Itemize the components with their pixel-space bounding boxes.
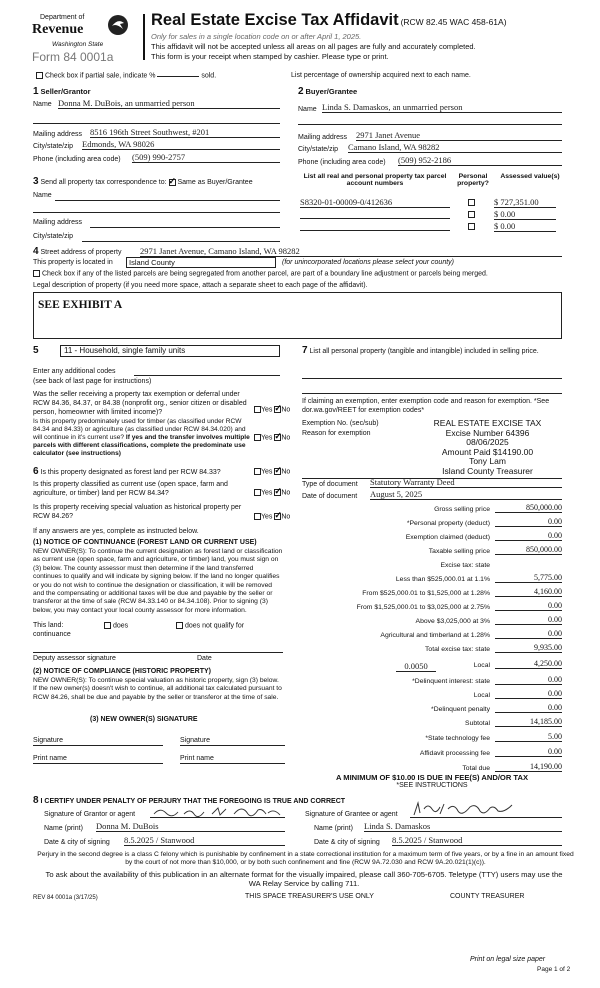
buyer-heading: 2 Buyer/Grantee [298, 86, 358, 97]
ownership-note: List percentage of ownership acquired next to each name. [291, 72, 471, 79]
sec5-q1-no[interactable] [274, 406, 281, 413]
grantor-sig-label: Signature of Grantor or agent [44, 811, 136, 818]
buyer-city-field[interactable]: Camano Island, WA 98282 [348, 142, 562, 153]
seller-phone-field[interactable]: (509) 990-2757 [132, 152, 280, 163]
sec4-street-row: 4 Street address of property [33, 246, 122, 257]
note-2: This affidavit will not be accepted unless all areas on all pages are fully and accurately completed. [151, 42, 476, 51]
local-rate-field[interactable]: 0.0050 [396, 661, 436, 672]
sec5-q2-no[interactable] [274, 434, 281, 441]
notice3-heading: (3) NEW OWNER(S) SIGNATURE [90, 716, 198, 723]
exemption-no-label: Exemption No. (sec/sub) [302, 420, 379, 427]
personal-property-checkbox[interactable] [468, 223, 475, 230]
doc-type-field[interactable]: Statutory Warranty Deed [370, 477, 562, 488]
buyer-name-field[interactable]: Linda S. Damaskos, an unmarried person [322, 102, 562, 113]
form-citation: (RCW 82.45 WAC 458-61A) [400, 17, 507, 27]
total-due-label: Total due [462, 765, 490, 772]
legal-desc-text: SEE EXHIBIT A [38, 299, 123, 311]
unincorporated-note: (for unincorporated locations please select your county) [282, 259, 454, 266]
partial-sale-label: Check box if partial sale, indicate % [44, 72, 156, 80]
alt-format-text: To ask about the availability of this publication in an alternate format for the visually impaired, please call 360-705-6705. Teletype (TTY) users may use the WA Relay Service by calling 711. [45, 870, 563, 888]
owner-print-field[interactable] [180, 763, 285, 764]
buyer-mail-label: Mailing address [298, 134, 348, 141]
agri-label: Agricultural and timberland at 1.28% [380, 632, 490, 639]
subtotal-value[interactable]: 14,185.00 [495, 717, 562, 727]
penalty-label: *Delinquent penalty [431, 706, 490, 713]
partial-sale-sold: sold. [201, 72, 217, 80]
continuance-label: continuance [33, 631, 71, 638]
sec6-q1: 6 Is this property designated as forest land per RCW 84.33? [33, 466, 221, 477]
delinq-local-label: Local [473, 692, 490, 699]
owner-print-label-2: Print name [180, 755, 214, 762]
grantee-name-label: Name (print) [314, 825, 353, 832]
sec3-name-field[interactable] [55, 200, 280, 201]
sec6-q2-no[interactable] [274, 489, 281, 496]
doc-date-label: Date of document [302, 493, 358, 500]
grantor-date-field[interactable]: 8.5.2025 / Stanwood [124, 835, 285, 846]
grantee-signature [410, 801, 562, 818]
subtotal-label: Subtotal [465, 720, 490, 727]
tier3-value[interactable]: 0.00 [495, 601, 562, 611]
parcel-number-field[interactable]: S8320-01-00009-0/412636 [300, 197, 450, 208]
parcel-number-field[interactable] [300, 221, 450, 231]
see-back-note: (see back of last page for instructions) [33, 378, 152, 385]
doc-type-label: Type of document [302, 481, 358, 488]
buyer-mail-field[interactable]: 2971 Janet Avenue [356, 130, 562, 141]
sec8-heading: 8 I CERTIFY UNDER PENALTY OF PERJURY THAT THE FOREGOING IS TRUE AND CORRECT [33, 795, 346, 806]
assessed-value-field[interactable]: $ 0.00 [494, 221, 556, 232]
owner-sig-label-1: Signature [33, 737, 63, 744]
sec6-q2: Is this property classified as current use (open space, farm and agriculture, or timber) land per RCW 84.34? [33, 481, 228, 497]
tier4-value[interactable]: 0.00 [495, 615, 562, 625]
does-not-checkbox[interactable] [176, 622, 183, 629]
stamp-line: Tony Lam [469, 456, 506, 467]
personal-property-field[interactable] [302, 378, 562, 379]
note-1: Only for sales in a single location code on or after April 1, 2025. [151, 32, 362, 41]
form-title-row [151, 11, 507, 30]
buyer-phone-field[interactable]: (509) 952-2186 [398, 155, 562, 166]
seller-name-field[interactable]: Donna M. DuBois, an unmarried person [58, 98, 280, 109]
page-number: Page 1 of 2 [537, 966, 571, 973]
grantor-signature [150, 805, 285, 818]
tier1-value[interactable]: 5,775.00 [495, 573, 562, 583]
sec3-mail-label: Mailing address [33, 219, 83, 226]
treasurer-stamp [415, 419, 560, 477]
sec3-name-line2 [33, 212, 280, 213]
owner-signature-field[interactable] [33, 745, 163, 746]
taxable-value[interactable]: 850,000.00 [495, 545, 562, 555]
buyer-city-label: City/state/zip [298, 146, 339, 153]
buyer-name-label: Name [298, 106, 317, 113]
seller-city-label: City/state/zip [33, 143, 74, 150]
assessed-col-header: Assessed value(s) [500, 173, 560, 180]
additional-codes-field[interactable] [134, 375, 280, 376]
personal-col-header: Personal property? [457, 173, 489, 187]
grantor-signature-field[interactable] [150, 805, 285, 818]
sec5-q2-answer: Yes ✓ No [254, 434, 290, 441]
personal-property-checkbox[interactable] [468, 199, 475, 206]
county-select[interactable] [126, 257, 276, 268]
seller-name-label: Name [33, 101, 52, 108]
exemption-claimed-label: Exemption claimed (deduct) [405, 534, 490, 541]
segregated-row: Check box if any of the listed parcels are being segregated from another parcel, are part of a boundary line adjustment or parcels being merged. [33, 270, 488, 277]
local-label: Local [473, 662, 490, 669]
penalty-value[interactable]: 0.00 [495, 703, 562, 713]
seller-mail-field[interactable]: 8516 196th Street Southwest, #201 [90, 127, 280, 138]
partial-sale-checkbox[interactable] [36, 72, 43, 79]
county-value: Island County [129, 258, 175, 267]
tier1-label: Less than $525,000.01 at 1.1% [395, 576, 490, 583]
wa-state: Washington State [52, 41, 104, 48]
doc-date-field[interactable]: August 5, 2025 [370, 489, 562, 500]
owner-print-field[interactable] [33, 763, 163, 764]
sec3-mail-field[interactable] [90, 227, 280, 228]
land-use-value: 11 - Household, single family units [64, 346, 186, 355]
does-checkbox[interactable] [104, 622, 111, 629]
header-divider [143, 14, 145, 60]
grantor-date-label: Date & city of signing [44, 839, 110, 846]
note-3: This form is your receipt when stamped by cashier. Please type or print. [151, 52, 389, 61]
owner-print-label-1: Print name [33, 755, 67, 762]
sec5-q1-yes[interactable] [254, 406, 261, 413]
segregated-checkbox[interactable] [33, 270, 40, 277]
grantor-name-field[interactable]: Donna M. DuBois [96, 821, 285, 832]
taxable-label: Taxable selling price [428, 548, 490, 555]
sec6-q3-no[interactable] [274, 513, 281, 520]
sec3-city-label: City/state/zip [33, 233, 74, 240]
personal-value[interactable]: 0.00 [495, 517, 562, 527]
sec5-q1-answer: Yes ✓ No [254, 406, 290, 413]
grantee-date-field[interactable]: 8.5.2025 / Stanwood [392, 835, 562, 846]
parcel-row [300, 197, 562, 209]
sec5-q2-yes[interactable] [254, 434, 261, 441]
same-as-buyer-checkbox[interactable] [169, 179, 176, 186]
treasurer-use-only: THIS SPACE TREASURER'S USE ONLY [245, 893, 374, 900]
notice2-body: NEW OWNER(S): To continue special valuation as historic property, sign (3) below. If the new owner(s) doesn't wish to continue, all additional tax calculated pursuant to RCW 84.26, shall be due and payable by the seller or transferor at the time of sale. [33, 677, 282, 701]
exemption-claimed-value[interactable]: 0.00 [495, 531, 562, 541]
property-street-field[interactable]: 2971 Janet Avenue, Camano Island, WA 98282 [140, 246, 562, 257]
grantee-date-label: Date & city of signing [314, 839, 380, 846]
located-label: This property is located in [33, 259, 113, 266]
gross-label: Gross selling price [434, 506, 490, 513]
deputy-label: Deputy assessor signature [33, 655, 116, 662]
additional-codes-label: Enter any additional codes [33, 368, 116, 375]
tier3-label: From $1,525,000.01 to $3,025,000 at 2.75% [356, 604, 490, 611]
seller-city-field[interactable]: Edmonds, WA 98026 [82, 139, 280, 150]
partial-sale-percent[interactable] [157, 76, 199, 77]
affidavit-fee-label: Affidavit processing fee [419, 750, 490, 757]
notice2-heading: (2) NOTICE OF COMPLIANCE (HISTORIC PROPERTY) [33, 668, 211, 675]
parcel-number-field[interactable] [300, 209, 450, 219]
perjury-text: Perjury in the second degree is a class C felony which is punishable by confinement in a state correctional institution for a maximum term of five years, or by a fine in an amount fixed by the court of not more than $10,000, or by both such confinement and fine (RCW 9A.72.030 and RCW 9A.20.021(1)(c)). [37, 851, 574, 866]
sec6-q1-answer: Yes ✓ No [254, 468, 290, 475]
sec5-q1: Was the seller receiving a property tax exemption or deferral under RCW 84.36, 84.37, or 84.38 (nonprofit org., senior citizen or disabled person, homeowner with limited income)? [33, 391, 247, 416]
seller-heading: 1 Seller/Grantor [33, 86, 91, 97]
affidavit-fee-value[interactable]: 0.00 [495, 747, 562, 757]
tech-fee-value[interactable]: 5.00 [495, 732, 562, 742]
logo-icon [107, 14, 129, 36]
grantee-name-field[interactable]: Linda S. Damaskos [364, 821, 562, 832]
local-value[interactable]: 4,250.00 [495, 659, 562, 669]
stamp-line: Excise Number 64396 [445, 427, 530, 438]
stamp-line: Amount Paid $14190.00 [441, 446, 534, 457]
land-use-select[interactable] [60, 345, 280, 357]
seller-name-line2 [33, 123, 280, 124]
owner-signature-field[interactable] [180, 745, 285, 746]
dor-logo [28, 12, 138, 68]
buyer-phone-label: Phone (including area code) [298, 159, 386, 166]
sec3-name-label: Name [33, 192, 52, 199]
parcel-row [300, 209, 562, 221]
parcel-col-header: List all real and personal property tax parcel account numbers [303, 173, 447, 187]
personal-property-checkbox[interactable] [468, 211, 475, 218]
assessed-value-field[interactable]: $ 0.00 [494, 209, 556, 220]
legal-desc-box[interactable] [33, 292, 562, 339]
deputy-date-label: Date [197, 655, 212, 662]
rev-number: REV 84 0001a (3/17/25) [33, 895, 98, 901]
deputy-signature-field[interactable] [33, 652, 283, 653]
buyer-name-line2 [298, 124, 562, 125]
sec5-number: 5 [33, 345, 39, 356]
total-state-label: Total excise tax: state [425, 646, 490, 653]
grantee-signature-field[interactable] [410, 801, 562, 818]
tier2-value[interactable]: 4,160.00 [495, 587, 562, 597]
reason-label: Reason for exemption [302, 430, 371, 437]
grantor-name-label: Name (print) [44, 825, 83, 832]
sec5-q2: Is this property predominately used for timber (as classified under RCW 84.34 and 84.33) or agriculture (as classified under RCW 84.34.020) and will continue in it's current use? If yes and the transfer involves multiple parcels with different classifications, complete the predominate use calculator (see instructions) [33, 418, 250, 457]
assessed-value-field[interactable]: $ 727,351.00 [494, 197, 556, 208]
sec6-q3-answer: Yes ✓ No [254, 513, 290, 520]
excise-state-label: Excise tax: state [440, 562, 490, 569]
delinq-state-value[interactable]: 0.00 [495, 675, 562, 685]
dept-of: Department of [40, 14, 85, 21]
legal-paper-note: Print on legal size paper [470, 956, 546, 963]
sec6-instructions: If any answers are yes, complete as instructed below. [33, 528, 199, 535]
gross-value[interactable]: 850,000.00 [495, 503, 562, 513]
stamp-line: 08/06/2025 [466, 437, 509, 448]
stamp-line: REAL ESTATE EXCISE TAX [433, 418, 542, 428]
sec7-heading: 7 List all personal property (tangible and intangible) included in selling price. [302, 345, 539, 356]
seller-mail-label: Mailing address [33, 131, 83, 138]
total-due-value[interactable]: 14,190.00 [495, 762, 562, 772]
partial-sale-row [36, 72, 216, 79]
does-not-option: does not qualify for [176, 622, 244, 629]
sec6-q1-no[interactable] [274, 468, 281, 475]
sec6-q2-yes[interactable] [254, 489, 261, 496]
sec6-q1-yes[interactable] [254, 468, 261, 475]
county-treasurer: COUNTY TREASURER [450, 893, 525, 900]
agri-value[interactable]: 0.00 [495, 629, 562, 639]
personal-property-line2 [302, 393, 562, 394]
minimum-note: A MINIMUM OF $10.00 IS DUE IN FEE(S) AND/OR TAX [335, 773, 529, 782]
see-instructions: *SEE INSTRUCTIONS [396, 782, 468, 789]
seller-phone-label: Phone (including area code) [33, 156, 121, 163]
notice1-body: NEW OWNER(S): To continue the current designation as forest land or classification as current use (open space, farm and agriculture, or timber) land, you must sign on (3) below. The county assessor must then determine if the land transferred continues to qualify and will indicate by signing below. If the land no longer qualifies or you do not wish to continue the designation or classification, it will be removed and the compensating or additional taxes will be due and payable by the seller or transferor at the time of sale (RCW 84.33.140 or 84.34.108). Prior to signing (3) below, you may contact your local county assessor for more information. [33, 548, 283, 614]
stamp-line: Island County Treasurer [442, 465, 533, 476]
legal-desc-label: Legal description of property (if you need more space, attach a separate sheet to each page of the affidavit). [33, 282, 368, 289]
sec3-heading: 3 Send all property tax correspondence to: ✓ Same as Buyer/Grantee [33, 176, 253, 187]
sec3-city-field[interactable] [82, 241, 280, 242]
grantee-sig-label: Signature of Grantee or agent [305, 811, 398, 818]
form-title: Real Estate Excise Tax Affidavit [151, 11, 399, 29]
total-state-value[interactable]: 9,935.00 [495, 643, 562, 653]
does-option: does [104, 622, 128, 629]
tier2-label: From $525,000.01 to $1,525,000 at 1.28% [362, 590, 490, 597]
owner-sig-label-2: Signature [180, 737, 210, 744]
exemption-note: If claiming an exemption, enter exemption code and reason for exemption. *See dor.wa.gov/REET for exemption codes* [302, 398, 550, 414]
tier4-label: Above $3,025,000 at 3% [415, 618, 490, 625]
notice1-heading: (1) NOTICE OF CONTINUANCE (FOREST LAND OR CURRENT USE) [33, 539, 257, 546]
sec6-q3-yes[interactable] [254, 513, 261, 520]
form-number: Form 84 0001a [32, 50, 114, 64]
this-land-label: This land: [33, 622, 64, 629]
revenue-wordmark: Revenue [32, 22, 84, 37]
personal-label: *Personal property (deduct) [406, 520, 490, 527]
sec6-q2-answer: Yes ✓ No [254, 489, 290, 496]
sec6-q3: Is this property receiving special valuation as historical property per RCW 84.26? [33, 504, 242, 520]
delinq-local-value[interactable]: 0.00 [495, 689, 562, 699]
tech-fee-label: *State technology fee [425, 735, 490, 742]
delinq-state-label: *Delinquent interest: state [412, 678, 490, 685]
parcel-row [300, 221, 562, 233]
